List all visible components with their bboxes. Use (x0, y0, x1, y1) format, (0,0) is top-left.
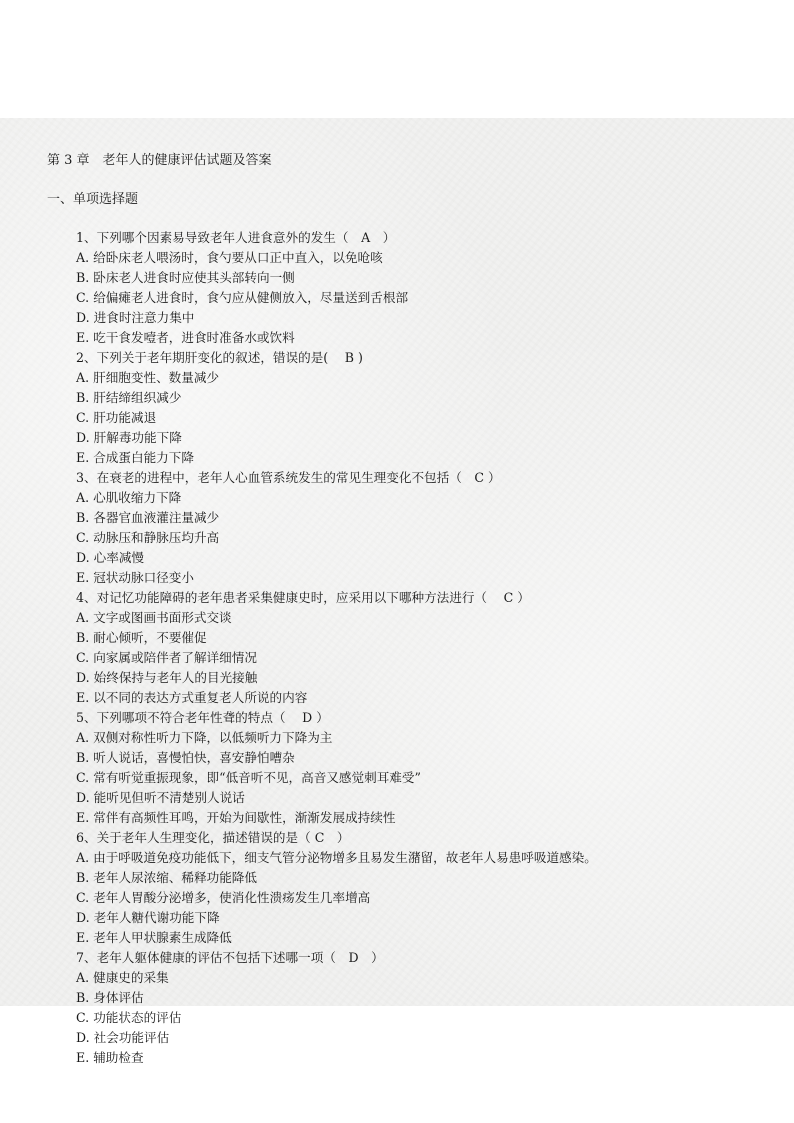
option-c: C. 向家属或陪伴者了解详细情况 (76, 650, 257, 665)
option-b: B. 各器官血液灌注量减少 (76, 510, 220, 525)
option-a: A. 由于呼吸道免疫功能低下，细支气管分泌物增多且易发生潴留，故老年人易患呼吸道感染。 (76, 850, 597, 865)
option-a: A. 心肌收缩力下降 (76, 490, 182, 505)
question-stem: 3、在衰老的进程中，老年人心血管系统发生的常见生理变化不包括（ C ） (76, 470, 501, 485)
option-d: D. 老年人糖代谢功能下降 (76, 910, 220, 925)
question-stem: 6、关于老年人生理变化，描述错误的是（ C ） (76, 830, 350, 845)
question-1 (76, 228, 776, 348)
option-d: D. 心率减慢 (76, 550, 145, 565)
option-b: B. 老年人尿浓缩、稀释功能降低 (76, 870, 257, 885)
option-e: E. 吃干食发噎者，进食时准备水或饮料 (76, 330, 295, 345)
option-e: E. 辅助检查 (76, 1050, 144, 1065)
option-e: E. 冠状动脉口径变小 (76, 570, 194, 585)
question-stem: 1、下列哪个因素易导致老年人进食意外的发生（ A ） (76, 230, 396, 245)
option-b: B. 肝结缔组织减少 (76, 390, 182, 405)
option-d: D. 社会功能评估 (76, 1030, 170, 1045)
question-4 (76, 588, 776, 708)
option-d: D. 肝解毒功能下降 (76, 430, 182, 445)
option-c: C. 老年人胃酸分泌增多，使消化性溃疡发生几率增高 (76, 890, 371, 905)
question-5 (76, 708, 776, 828)
option-b: B. 身体评估 (76, 990, 144, 1005)
option-b: B. 耐心倾听，不要催促 (76, 630, 207, 645)
question-stem: 7、老年人躯体健康的评估不包括下述哪一项（ D ） (76, 950, 384, 965)
option-d: D. 始终保持与老年人的目光接触 (76, 670, 258, 685)
option-c: C. 肝功能减退 (76, 410, 157, 425)
section-heading: 一、单项选择题 (47, 192, 139, 207)
option-c: C. 常有听觉重振现象，即“低音听不见，高音又感觉刺耳难受” (76, 770, 421, 785)
option-c: C. 功能状态的评估 (76, 1010, 182, 1025)
option-e: E. 以不同的表达方式重复老人所说的内容 (76, 690, 308, 705)
option-d: D. 进食时注意力集中 (76, 310, 195, 325)
option-c: C. 给偏瘫老人进食时，食勺应从健侧放入，尽量送到舌根部 (76, 290, 409, 305)
chapter-title: 第 3 章 老年人的健康评估试题及答案 (47, 153, 272, 168)
question-stem: 2、下列关于老年期肝变化的叙述，错误的是( B ) (76, 350, 363, 365)
option-b: B. 听人说话，喜慢怕快，喜安静怕嘈杂 (76, 750, 295, 765)
option-a: A. 肝细胞变性、数量减少 (76, 370, 220, 385)
question-7 (76, 948, 776, 1068)
question-stem: 4、对记忆功能障碍的老年患者采集健康史时，应采用以下哪种方法进行（ C ） (76, 590, 530, 605)
option-d: D. 能听见但听不清楚别人说话 (76, 790, 245, 805)
option-b: B. 卧床老人进食时应使其头部转向一侧 (76, 270, 295, 285)
question-2 (76, 348, 776, 468)
question-stem: 5、下列哪项不符合老年性聋的特点（ D ） (76, 710, 329, 725)
option-c: C. 动脉压和静脉压均升高 (76, 530, 220, 545)
option-a: A. 给卧床老人喂汤时，食勺要从口正中直入，以免呛咳 (76, 250, 383, 265)
question-3 (76, 468, 776, 588)
option-e: E. 常伴有高频性耳鸣，开始为间歇性，渐渐发展成持续性 (76, 810, 396, 825)
option-a: A. 文字或图画书面形式交谈 (76, 610, 232, 625)
question-list (76, 228, 776, 1068)
option-e: E. 合成蛋白能力下降 (76, 450, 194, 465)
option-a: A. 双侧对称性听力下降，以低频听力下降为主 (76, 730, 333, 745)
option-a: A. 健康史的采集 (76, 970, 169, 985)
option-e: E. 老年人甲状腺素生成降低 (76, 930, 232, 945)
question-6 (76, 828, 776, 948)
